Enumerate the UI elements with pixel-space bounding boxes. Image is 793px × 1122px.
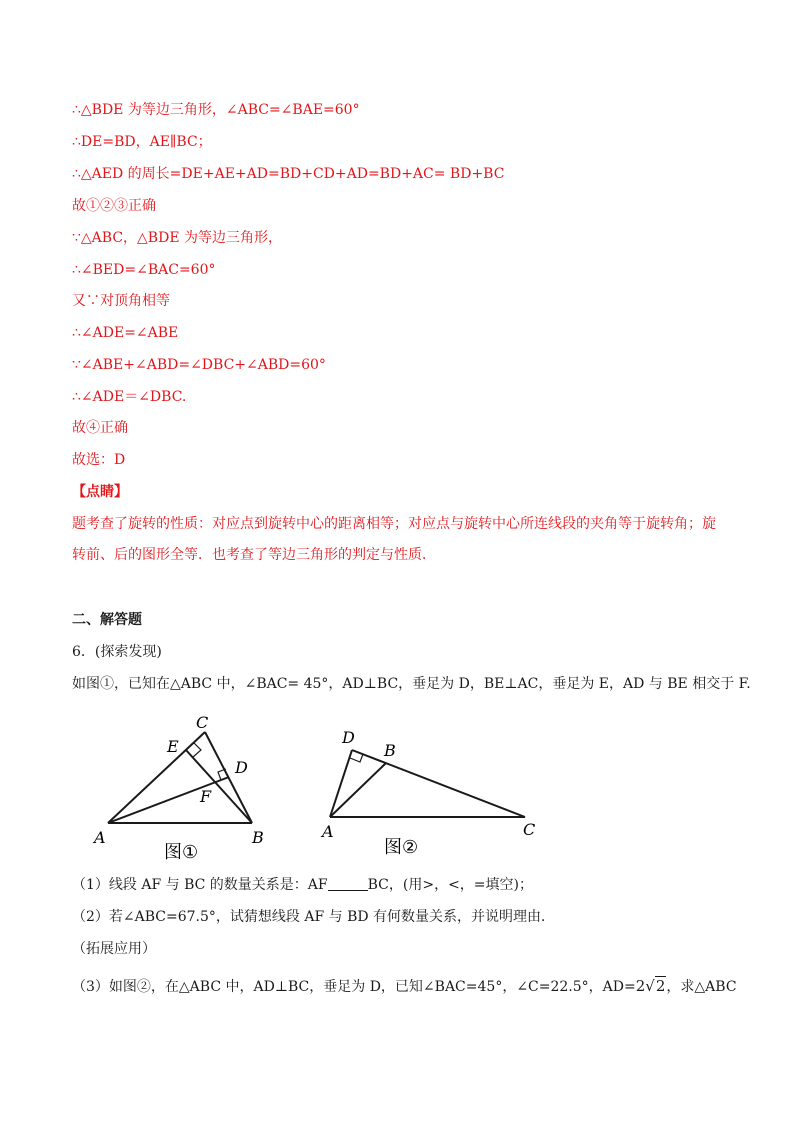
- figure-2: [310, 725, 550, 865]
- sqrt-coefficient: 2: [635, 977, 646, 995]
- label-e: E: [167, 737, 179, 756]
- label-d: D: [342, 728, 355, 747]
- solution-line-2: ∴DE=BD，AE∥BC；: [72, 134, 212, 150]
- question-1-text-after: BC，(用>，<，=填空)；: [367, 877, 533, 893]
- question-1-text-before: （1）线段 AF 与 BC 的数量关系是：AF: [72, 877, 328, 893]
- question-3-text-after: ，求△ABC: [666, 979, 737, 995]
- label-c: C: [523, 820, 536, 839]
- figure-1-caption: 图①: [164, 842, 199, 863]
- solution-line-12: 故选：D: [72, 452, 126, 468]
- comment-line-1: 题考查了旋转的性质：对应点到旋转中心的距离相等；对应点与旋转中心所连线段的夹角等于旋转角；旋: [72, 516, 716, 532]
- comment-line-2: 转前、后的图形全等．也考查了等边三角形的判定与性质．: [72, 547, 436, 563]
- solution-line-10: ∴∠ADE＝∠DBC.: [72, 389, 187, 405]
- question-3-text-before: （3）如图②，在△ABC 中，AD⊥BC，垂足为 D，已知∠BAC=45°，∠C=22.5°，AD=: [72, 979, 636, 995]
- right-angle-e: [193, 743, 201, 757]
- solution-line-8: ∴∠ADE=∠ABE: [72, 325, 179, 341]
- solution-line-6: ∴∠BED=∠BAC=60°: [72, 262, 216, 278]
- problem-number: 6．(探索发现): [72, 644, 162, 660]
- label-f: F: [200, 787, 212, 806]
- answer-blank[interactable]: [328, 876, 368, 891]
- comment-heading: 【点睛】: [72, 484, 128, 500]
- solution-line-5: ∵△ABC，△BDE 为等边三角形，: [72, 230, 282, 246]
- question-2: （2）若∠ABC=67.5°，试猜想线段 AF 与 BD 有何数量关系，并说明理由．: [72, 909, 556, 925]
- question-3: [72, 976, 737, 997]
- segment-dc: [352, 750, 525, 817]
- solution-line-1: ∴△BDE 为等边三角形，∠ABC=∠BAE=60°: [72, 102, 360, 118]
- solution-line-9: ∵∠ABE+∠ABD=∠DBC+∠ABD=60°: [72, 357, 326, 373]
- solution-line-7: 又∵对顶角相等: [72, 293, 170, 309]
- label-a: A: [94, 828, 106, 847]
- solution-line-11: 故④正确: [72, 420, 128, 436]
- figure-2-caption: 图②: [384, 837, 419, 858]
- solution-line-3: ∴△AED 的周长=DE+AE+AD=BD+CD+AD=BD+AC= BD+BC: [72, 166, 505, 182]
- extension-heading: （拓展应用）: [72, 941, 156, 957]
- problem-intro: 如图①，已知在△ABC 中，∠BAC= 45°，AD⊥BC，垂足为 D，BE⊥AC，垂足为 E，AD 与 BE 相交于 F.: [72, 676, 751, 692]
- sqrt-radicand: 2: [655, 977, 666, 995]
- label-d: D: [235, 758, 248, 777]
- label-a: A: [322, 822, 334, 841]
- figure-1: [90, 710, 280, 870]
- label-b: B: [252, 828, 264, 847]
- label-c: C: [196, 713, 209, 732]
- section-title: 二、解答题: [72, 612, 142, 628]
- label-b: B: [384, 741, 396, 760]
- right-angle-d: [350, 754, 363, 762]
- question-1: [72, 875, 533, 895]
- solution-line-4: 故①②③正确: [72, 198, 156, 214]
- segment-ac: [108, 732, 205, 823]
- sqrt-expression: 2√2: [635, 977, 666, 995]
